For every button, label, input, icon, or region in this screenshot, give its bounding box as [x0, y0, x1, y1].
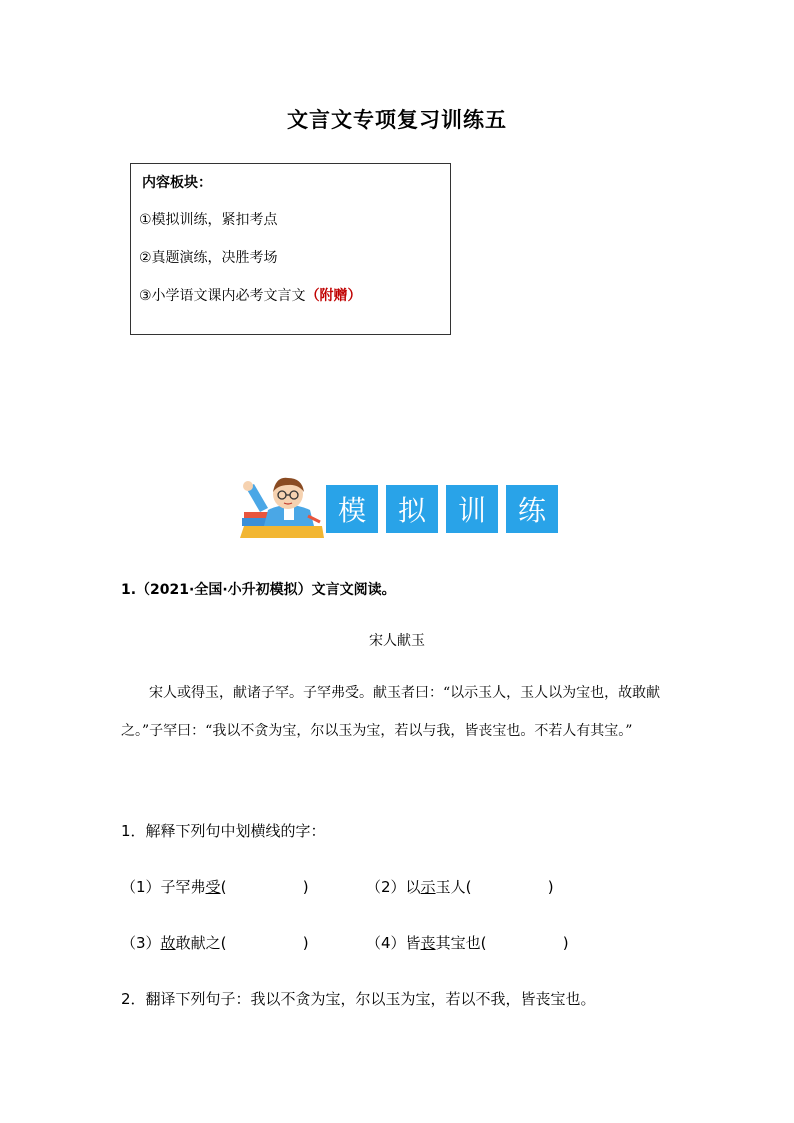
student-illustration — [238, 476, 326, 542]
sub1-item-3-pre: （3） — [121, 934, 161, 952]
sub1-item-1-pre: （1）子罕弗 — [121, 878, 206, 896]
contents-item-3-tag: （附赠） — [305, 288, 362, 304]
sub1-item-4-blank[interactable]: ( ) — [480, 934, 569, 952]
contents-item-3 — [139, 285, 362, 305]
banner-tile-1: 模 — [326, 485, 378, 533]
sub1-item-1-blank[interactable]: ( ) — [220, 878, 309, 896]
banner-tile-4: 练 — [506, 485, 558, 533]
sub1-item-2-mid: 玉人 — [435, 878, 466, 896]
sub1-item-2-underlined: 示 — [420, 878, 436, 896]
banner-tile-2: 拟 — [386, 485, 438, 533]
sub1-item-3-blank[interactable]: ( ) — [220, 934, 309, 952]
sub1-item-2-blank[interactable]: ( ) — [465, 878, 554, 896]
contents-item-3-text: ③小学语文课内必考文言文 — [139, 288, 306, 304]
contents-item-1: ①模拟训练，紧扣考点 — [139, 212, 278, 228]
page-title: 文言文专项复习训练五 — [287, 108, 507, 132]
sub1-item-3 — [121, 932, 309, 953]
sub1-prompt: 1．解释下列句中划横线的字： — [121, 822, 326, 840]
sub2-prompt: 2．翻译下列句子：我以不贪为宝，尔以玉为宝，若以不我，皆丧宝也。 — [121, 990, 596, 1008]
sub1-item-4 — [366, 932, 569, 953]
sub1-item-2-pre: （2）以 — [366, 878, 421, 896]
banner-tile-3: 训 — [446, 485, 498, 533]
passage-text: 宋人或得玉，献诸子罕。子罕弗受。献玉者曰：“以示玉人，玉人以为宝也，故敢献之。”子罕曰：“我以不贪为宝，尔以玉为宝，若以与我，皆丧宝也。不若人有其宝。” — [121, 685, 661, 739]
section-banner — [238, 476, 564, 542]
sub1-item-2 — [366, 876, 554, 897]
contents-heading: 内容板块： — [142, 175, 212, 191]
sub1-item-4-underlined: 丧 — [420, 934, 436, 952]
contents-item-2: ②真题演练，决胜考场 — [139, 250, 278, 266]
question-heading: 1.（2021·全国·小升初模拟）文言文阅读。 — [121, 582, 396, 598]
sub1-item-1-underlined: 受 — [205, 878, 221, 896]
sub1-item-3-underlined: 故 — [160, 934, 176, 952]
sub1-item-3-mid: 敢献之 — [175, 934, 221, 952]
passage-title: 宋人献玉 — [369, 633, 425, 649]
sub1-item-4-mid: 其宝也 — [435, 934, 481, 952]
sub1-item-4-pre: （4）皆 — [366, 934, 421, 952]
sub1-item-1 — [121, 876, 309, 897]
